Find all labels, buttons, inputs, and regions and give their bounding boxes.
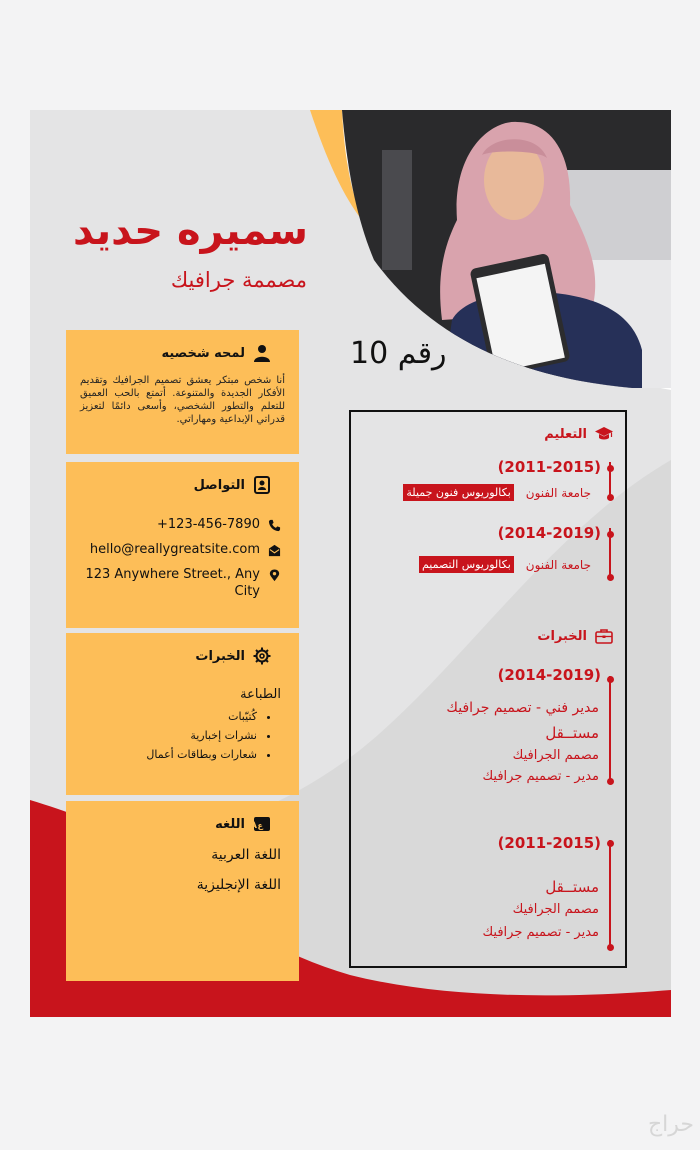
graduation-cap-icon [595, 426, 613, 442]
experience-line: مستــقل [545, 724, 599, 742]
timeline-dot [607, 840, 614, 847]
experience-years: (2014-2019) [497, 666, 601, 684]
timeline-dot [607, 531, 614, 538]
phone-number: +123-456-7890 [157, 517, 260, 532]
education-heading [544, 426, 613, 442]
user-icon [253, 344, 271, 362]
skills-heading-text: الخبرات [195, 648, 245, 664]
skills-list [80, 710, 257, 761]
contact-section [66, 462, 299, 628]
svg-text:ع: ع [257, 821, 263, 830]
education-entry [403, 484, 591, 501]
timeline-dot [607, 494, 614, 501]
profile-section [66, 330, 299, 454]
svg-text:A: A [250, 821, 257, 831]
phone-icon [268, 519, 281, 532]
timeline-dot [607, 465, 614, 472]
skill-item: • نشرات إخبارية [80, 729, 257, 742]
email-icon [268, 544, 281, 557]
contact-heading-text: التواصل [193, 477, 245, 493]
experience-heading [537, 628, 613, 644]
skills-subheading: الطباعة [240, 687, 281, 702]
gear-icon [253, 647, 271, 665]
languages-heading [80, 815, 285, 833]
timeline-dot [607, 676, 614, 683]
profile-heading [80, 344, 285, 362]
education-heading-text: التعليم [544, 426, 587, 442]
resume-card [30, 110, 671, 1017]
contact-heading [80, 476, 285, 494]
email-address: hello@reallygreatsite.com [89, 542, 260, 557]
location-pin-icon [268, 569, 281, 582]
contact-address-row [80, 566, 285, 600]
education-experience-panel [349, 410, 627, 968]
education-entry [419, 556, 591, 573]
experience-line: مصمم الجرافيك [512, 748, 599, 763]
timeline-dot [607, 944, 614, 951]
timeline-dot [607, 778, 614, 785]
language-item: اللغة العربية [211, 847, 281, 863]
translate-icon [250, 815, 271, 833]
job-title: مصممة جرافيك [170, 268, 307, 292]
education-years: (2011-2015) [497, 458, 601, 476]
skills-heading [80, 647, 285, 665]
person-name: سميره حديد [73, 208, 308, 254]
education-degree: بكالوريوس التصميم [419, 556, 514, 573]
profile-heading-text: لمحه شخصيه [161, 345, 245, 361]
watermark: حراج [647, 1112, 694, 1137]
timeline-line [609, 840, 611, 950]
experience-years: (2011-2015) [497, 834, 601, 852]
education-years: (2014-2019) [497, 524, 601, 542]
contact-phone-row [80, 516, 285, 533]
skill-item: • شعارات وبطاقات أعمال [80, 748, 257, 761]
skills-section [66, 633, 299, 795]
education-school: جامعة الفنون [525, 485, 591, 500]
languages-heading-text: اللغه [215, 816, 245, 832]
template-number: رقم 10 [350, 336, 447, 371]
experience-heading-text: الخبرات [537, 628, 587, 644]
languages-section [66, 801, 299, 981]
contact-card-icon [253, 476, 271, 494]
experience-line: مدير - تصميم جرافيك [482, 769, 599, 784]
contact-email-row [80, 541, 285, 558]
experience-line: مصمم الجرافيك [512, 902, 599, 917]
skill-item: • كُتيّبات [80, 710, 257, 723]
street-address: 123 Anywhere Street., Any City [85, 567, 260, 599]
language-item: اللغة الإنجليزية [196, 877, 281, 893]
education-school: جامعة الفنون [525, 557, 591, 572]
experience-line: مدير فني - تصميم جرافيك [446, 700, 599, 716]
timeline-line [609, 676, 611, 784]
briefcase-icon [595, 628, 613, 644]
timeline-dot [607, 574, 614, 581]
experience-line: مستــقل [545, 878, 599, 896]
experience-line: مدير - تصميم جرافيك [482, 925, 599, 940]
profile-text: أنا شخص مبتكر يعشق تصميم الجرافيك وتقديم الأفكار الجديدة والمتنوعة. أتمتع بالحب العميق للتعلم والتطور الشخصي، وأسعى دائمًا لتعزيز قدراتي الإبداعية ومهاراتي. [80, 375, 285, 425]
education-degree: بكالوريوس فنون جميلة [403, 484, 513, 501]
